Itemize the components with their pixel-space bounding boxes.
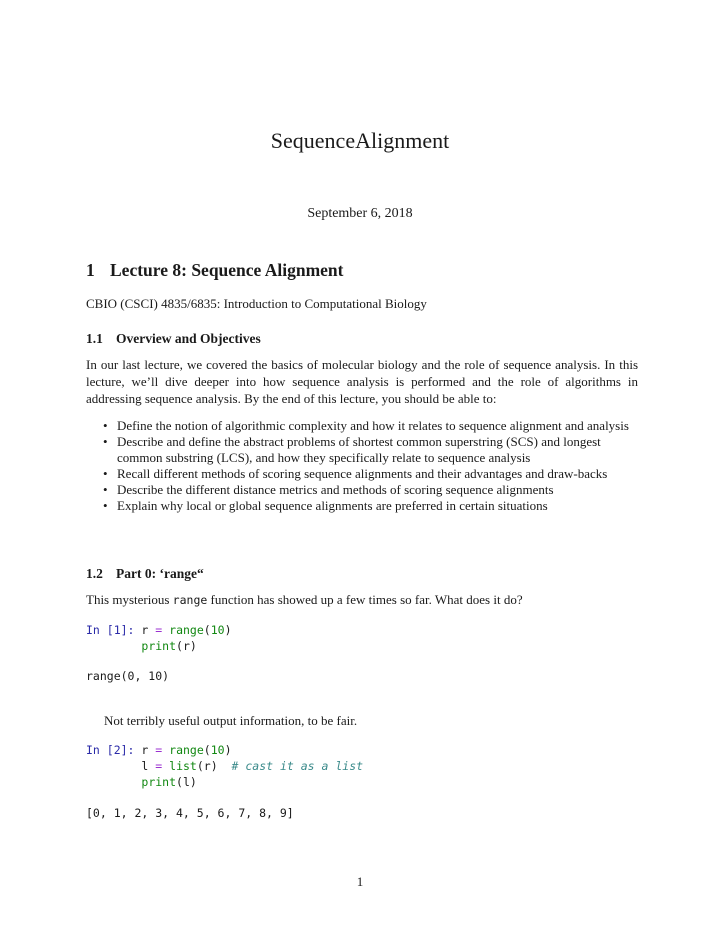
list-item: • Recall different methods of scoring sequence alignments and their advantages and draw-backs — [103, 466, 608, 481]
list-item: • Describe the different distance metrics and methods of scoring sequence alignments — [103, 482, 554, 497]
subsection-title: Overview and Objectives — [116, 331, 261, 346]
code-cell-1-line-1: In [1]: r = range(10) — [86, 623, 232, 637]
section-title: Lecture 8: Sequence Alignment — [110, 260, 344, 280]
list-item: • Define the notion of algorithmic complexity and how it relates to sequence alignment and analysis — [103, 418, 629, 433]
subsection-heading-range — [86, 566, 204, 582]
list-item: • Explain why local or global sequence alignments are preferred in certain situations — [103, 498, 548, 513]
cell-prompt: In [1]: — [86, 623, 135, 637]
inline-code: range — [172, 593, 208, 607]
code-comment: # cast it as a list — [231, 759, 364, 773]
range-intro: This mysterious range function has showed up a few times so far. What does it do? — [86, 592, 523, 607]
cell-prompt: In [2]: — [86, 743, 135, 757]
subsection-heading-overview — [86, 331, 261, 347]
code-cell-2-line-2: l = list(r) # cast it as a list — [141, 759, 364, 773]
overview-paragraph: In our last lecture, we covered the basics of molecular biology and the role of sequence analysis. In this lecture, we’ll dive deeper into how sequence analysis is performed and the role of algorithms in addressing sequence analysis. By the end of this lecture, you should be able to: — [86, 357, 638, 406]
code-cell-2-line-3: print(l) — [141, 775, 197, 789]
section-number: 1 — [86, 260, 95, 280]
subsection-number: 1.2 — [86, 566, 103, 581]
document-title: SequenceAlignment — [270, 128, 450, 153]
code-cell-2-output: [0, 1, 2, 3, 4, 5, 6, 7, 8, 9] — [86, 806, 294, 820]
course-subtitle: CBIO (CSCI) 4835/6835: Introduction to Computational Biology — [86, 296, 427, 311]
section-heading — [86, 260, 343, 281]
subsection-number: 1.1 — [86, 331, 103, 346]
subsection-title: Part 0: ‘range“ — [116, 566, 204, 581]
objectives-list — [103, 418, 638, 514]
code-cell-1-line-2: print(r) — [141, 639, 197, 653]
document-date: September 6, 2018 — [307, 206, 413, 221]
range-note: Not terribly useful output information, to be fair. — [104, 713, 358, 728]
code-cell-1-output: range(0, 10) — [86, 669, 170, 683]
code-cell-2-line-1: In [2]: r = range(10) — [86, 743, 232, 757]
list-item: • Describe and define the abstract problems of shortest common superstring (SCS) and longest common substring (LCS), and how they specifically relate to sequence analysis — [103, 434, 601, 465]
page-number: 1 — [356, 874, 364, 889]
